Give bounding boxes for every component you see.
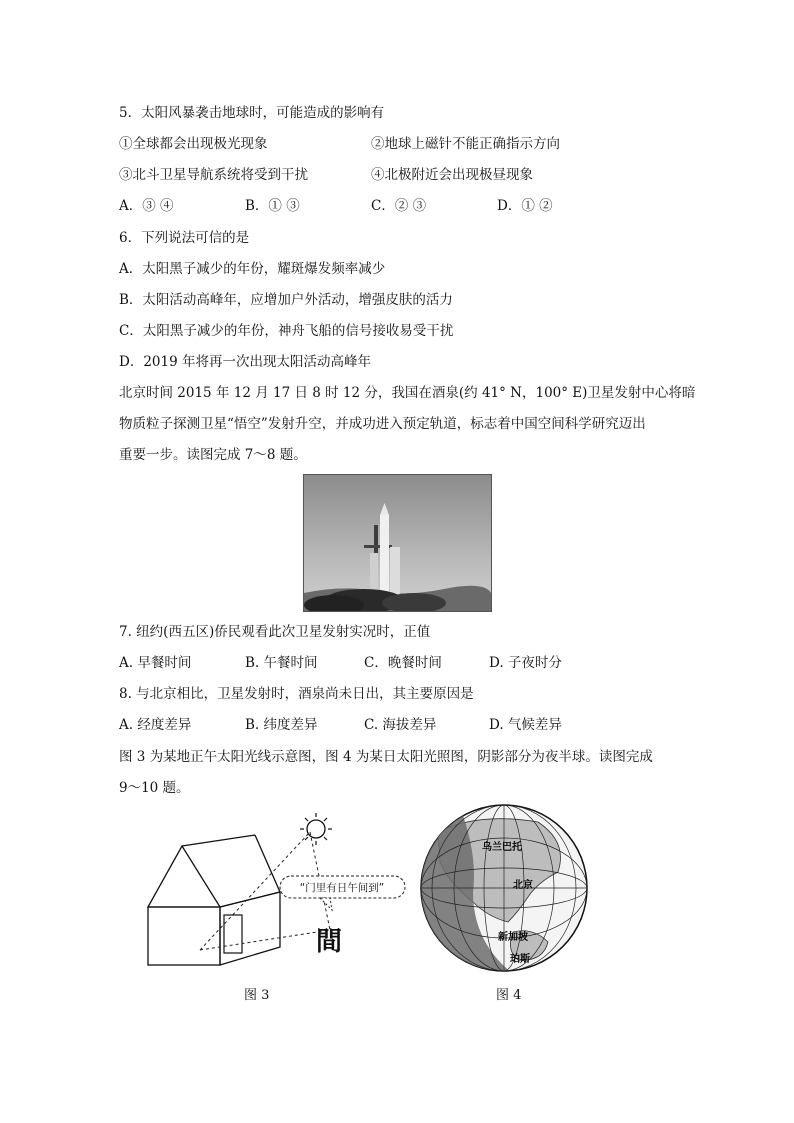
figure-3-diagram: [140, 810, 410, 975]
q7-choice-d: D. 子夜时分: [489, 655, 562, 671]
house-front-wall: [148, 907, 220, 965]
figure-4-globe: [418, 802, 590, 974]
passage1-line3: 重要一步。读图完成 7～8 题。: [119, 447, 307, 463]
label-perth: 珀斯: [510, 954, 530, 965]
q5-choice-b: B．① ③: [245, 198, 300, 214]
passage1-line1: 北京时间 2015 年 12 月 17 日 8 时 12 分，我国在酒泉(约 41° N，100° E)卫星发射中心将暗: [119, 385, 696, 401]
q5-choice-d: D．① ②: [497, 198, 553, 214]
q5-option-1: ①全球都会出现极光现象: [119, 136, 268, 152]
speech-text: “门里有日午间到”: [299, 882, 385, 894]
rocket-launch-photo: [303, 474, 492, 612]
passage2-line2: 9～10 题。: [119, 780, 190, 796]
q6-choice-d: D．2019 年将再一次出现太阳活动高峰年: [119, 354, 371, 370]
figure-4-caption: 图 4: [496, 988, 522, 1003]
q7-choice-a: A. 早餐时间: [119, 655, 192, 671]
q5-stem: 5．太阳风暴袭击地球时，可能造成的影响有: [119, 105, 385, 121]
house-door: [224, 915, 242, 953]
sun-icon: [300, 813, 332, 845]
house-roof-ridge: [182, 835, 255, 846]
figure-3-caption: 图 3: [244, 988, 270, 1003]
q7-choice-c: C．晚餐时间: [364, 655, 442, 671]
label-beijing: 北京: [513, 880, 533, 891]
house-gable: [148, 846, 220, 907]
house-side-wall: [220, 892, 280, 965]
q5-option-2: ②地球上磁针不能正确指示方向: [371, 136, 560, 152]
q8-choice-d: D. 气候差异: [489, 717, 562, 733]
q8-choice-b: B. 纬度差异: [245, 717, 318, 733]
q5-choice-c: C．② ③: [371, 198, 427, 214]
q8-stem: 8. 与北京相比，卫星发射时，酒泉尚未日出，其主要原因是: [119, 686, 474, 702]
q5-option-3: ③北斗卫星导航系统将受到干扰: [119, 167, 308, 183]
q6-choice-b: B．太阳活动高峰年，应增加户外活动，增强皮肤的活力: [119, 292, 453, 308]
label-singapore: 新加坡: [498, 932, 528, 943]
q5-choice-a: A．③ ④: [119, 198, 174, 214]
q8-choice-c: C. 海拔差异: [364, 717, 437, 733]
q7-stem: 7. 纽约(西五区)侨民观看此次卫星发射实况时，正值: [119, 624, 431, 640]
q7-choice-b: B. 午餐时间: [245, 655, 318, 671]
q8-choice-a: A. 经度差异: [119, 717, 192, 733]
passage2-line1: 图 3 为某地正午太阳光线示意图，图 4 为某日太阳光照图，阴影部分为夜半球。读图完成: [119, 749, 653, 765]
jian-character: 間: [316, 927, 343, 957]
q5-option-4: ④北极附近会出现极昼现象: [371, 167, 533, 183]
q6-choice-c: C．太阳黑子减少的年份，神舟飞船的信号接收易受干扰: [119, 323, 454, 339]
q6-stem: 6．下列说法可信的是: [119, 230, 250, 246]
passage1-line2: 物质粒子探测卫星“悟空”发射升空，并成功进入预定轨道，标志着中国空间科学研究迈出: [119, 416, 646, 432]
label-ulaanbaatar: 乌兰巴托: [482, 842, 522, 853]
q6-choice-a: A．太阳黑子减少的年份，耀斑爆发频率减少: [119, 261, 386, 277]
